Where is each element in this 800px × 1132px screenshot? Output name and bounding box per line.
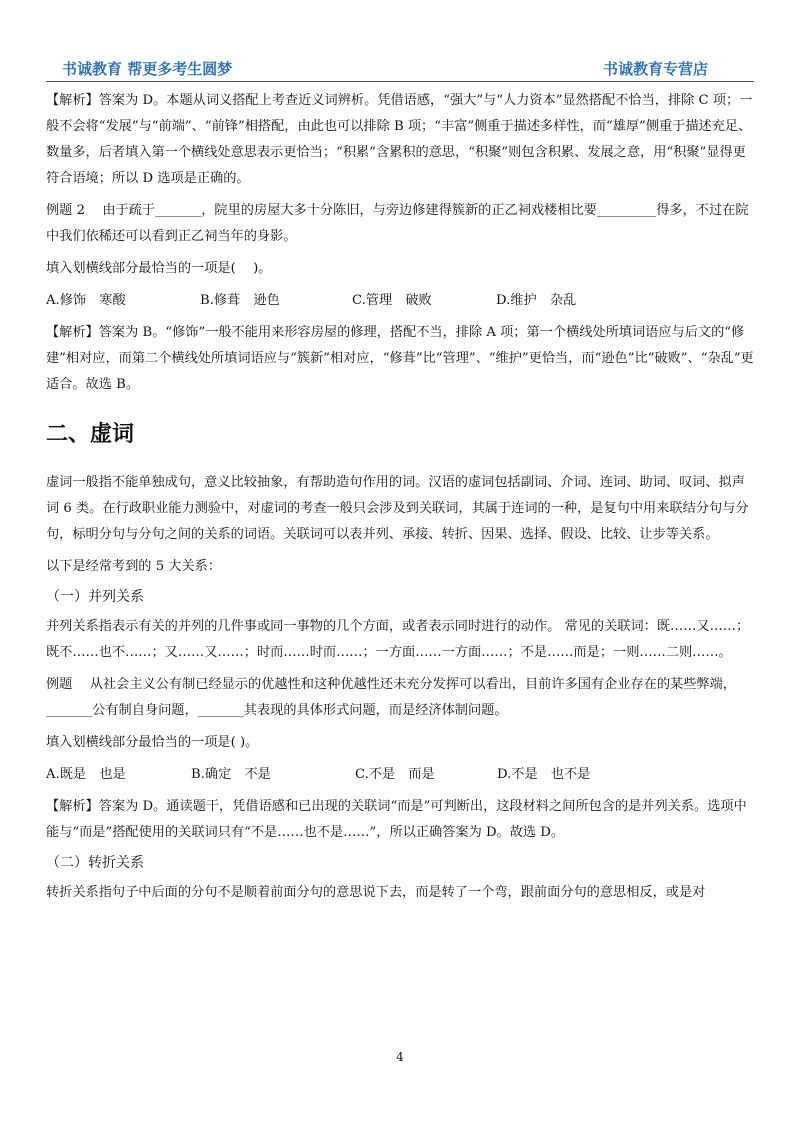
coordinate-definition: 并列关系指表示有关的并列的几件事或同一事物的几个方面，或者表示同时进行的动作。 常见的关联词：既……又……；既不……也不……；又……又……；时而……时而……；一方面……一方面……；不是……而是；一则……二则……。 [46, 619, 750, 660]
five-relations-intro: 以下是经常考到的 5 大关系： [46, 559, 222, 574]
option-c: C.管理 破败 [352, 293, 432, 308]
option-b: B.修葺 逊色 [200, 293, 280, 308]
document-body [46, 88, 756, 906]
option-a: A.修饰 寒酸 [46, 293, 126, 308]
option-d: D.维护 杂乱 [496, 293, 577, 308]
example-3-analysis: 【解析】答案为 D。通读题干，凭借语感和已出现的关联词“而是”可判断出，这段材料之间所包含的是并列关系。选项中能与“而是”搭配使用的关联词只有“不是……也不是……”，所以正确答案为 D。故选 D。 [46, 799, 747, 840]
header-store-name: 书诚教育专营店 [602, 60, 708, 78]
option-b: B.确定 不是 [191, 767, 271, 782]
example-3-question: 例题 从社会主义公有制已经显示的优越性和这种优越性还未充分发挥可以看出，目前许多国有企业存在的某些弊端，_______公有制自身问题，_______其表现的具体形式问题，而是经济体制问题。 [46, 677, 736, 718]
page-header [46, 58, 754, 80]
example-2-options [46, 288, 756, 314]
subheading-coordinate: （一）并列关系 [46, 589, 144, 605]
function-words-intro: 虚词一般指不能单独成句，意义比较抽象，有帮助造句作用的词。汉语的虚词包括副词、介词、连词、助词、叹词、拟声词 6 类。在行政职业能力测验中，对虚词的考查一般只会涉及到关联词，其属于连词的一种，是复句中用来联结分句与分句，标明分句与分句之间的关系的词语。关联词可以表并列、承接、转折、因果、选择、假设、比较、让步等关系。 [46, 475, 749, 542]
example-2-question: 例题 2 由于疏于_______，院里的房屋大多十分陈旧，与旁边修建得簇新的正乙祠戏楼相比要_________得多，不过在院中我们依稀还可以看到正乙祠当年的身影。 [46, 203, 749, 244]
example-3-prompt: 填入划横线部分最恰当的一项是( )。 [46, 735, 259, 750]
example-2-analysis: 【解析】答案为 B。“修饰”一般不能用来形容房屋的修理，搭配不当，排除 A 项；第一个横线处所填词语应与后文的“修建”相对应，而第二个横线处所填词语应与“簇新”相对应，“修葺”比“管理”、“维护”更恰当，而“逊色”比“破败”、“杂乱”更适合。故选 B。 [46, 325, 754, 392]
header-divider [46, 81, 754, 82]
option-d: D.不是 也不是 [497, 767, 591, 782]
page-number: 4 [396, 1050, 404, 1064]
option-a: A.既是 也是 [46, 767, 126, 782]
section-heading-function-words: 二、虚词 [46, 422, 135, 447]
analysis-paragraph-1: 【解析】答案为 D。本题从词义搭配上考查近义词辨析。凭借语感，“强大”与“人力资本”显然搭配不恰当，排除 C 项；一般不会将“发展”与“前端”、“前锋”相搭配，由此也可以排除 B 项；“丰富”侧重于描述多样性，而“雄厚”侧重于描述充足、数量多，后者填入第一个横线处意思表示更恰当；“积累”含累积的意思，“积聚”则包含积累、发展之意，用“积聚”显得更符合语境；所以 D 选项是正确的。 [46, 93, 753, 186]
option-c: C.不是 而是 [355, 767, 435, 782]
header-slogan: 书诚教育 帮更多考生圆梦 [62, 60, 233, 78]
example-2-prompt: 填入划横线部分最恰当的一项是( )。 [46, 261, 272, 276]
example-3-options [46, 762, 756, 788]
adversative-definition: 转折关系指句子中后面的分句不是顺着前面分句的意思说下去，而是转了一个弯，跟前面分句的意思相反，或是对 [46, 885, 706, 900]
subheading-adversative: （二）转折关系 [46, 855, 144, 871]
